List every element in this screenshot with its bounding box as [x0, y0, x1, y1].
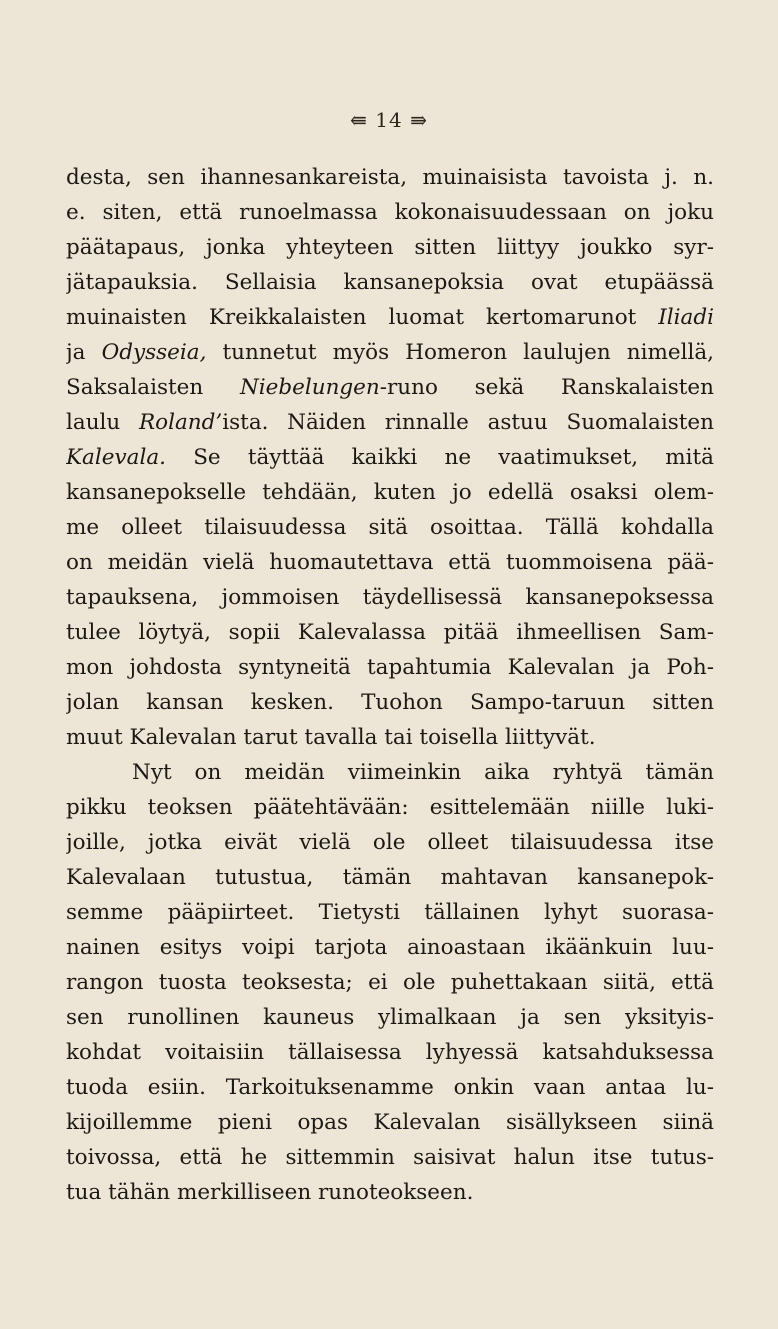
text-segment: tulee löytyä, sopii Kalevalassa pitää ihmeellisen Sam- [66, 620, 714, 645]
text-line [66, 650, 714, 685]
text-line [66, 755, 714, 790]
text-segment: desta, sen ihannesankareista, muinaisista tavoista j. n. [66, 165, 714, 190]
text-line [66, 1105, 714, 1140]
text-line [66, 1035, 714, 1070]
text-segment: Se täyttää kaikki ne vaatimukset, mitä [165, 445, 714, 470]
text-segment: toivossa, että he sittemmin saisivat halun itse tutus- [66, 1145, 714, 1170]
text-segment: sen runollinen kauneus ylimalkaan ja sen yksityis- [66, 1005, 714, 1030]
text-segment: laulu [66, 410, 139, 435]
text-line [66, 510, 714, 545]
italic-text: Iliadi [658, 305, 714, 330]
text-segment: kansanepokselle tehdään, kuten jo edellä osaksi olem- [66, 480, 714, 505]
page-number: ⇚ 14 ⇛ [350, 108, 428, 132]
text-line [66, 720, 714, 755]
text-line [66, 265, 714, 300]
text-line [66, 965, 714, 1000]
text-segment: ista. Näiden rinnalle astuu Suomalaisten [222, 410, 714, 435]
italic-text: Odysseia, [101, 340, 207, 365]
text-line [66, 580, 714, 615]
paragraph [66, 160, 714, 755]
paragraph [66, 755, 714, 1210]
text-line [66, 545, 714, 580]
text-line [66, 615, 714, 650]
text-segment: Nyt on meidän viimeinkin aika ryhtyä tämän [132, 760, 714, 785]
text-segment: rangon tuosta teoksesta; ei ole puhettakaan siitä, että [66, 970, 714, 995]
text-segment: tapauksena, jommoisen täydellisessä kansanepoksessa [66, 585, 714, 610]
text-segment: Saksalaisten [66, 375, 240, 400]
italic-text: Roland’ [138, 410, 223, 435]
text-segment: jolan kansan kesken. Tuohon Sampo-taruun sitten [66, 690, 714, 715]
text-line [66, 895, 714, 930]
text-segment: nainen esitys voipi tarjota ainoastaan ikäänkuin luu- [66, 935, 714, 960]
text-segment: tuoda esiin. Tarkoituksenamme onkin vaan antaa lu- [66, 1075, 714, 1100]
body-text [66, 160, 714, 1210]
text-segment: joille, jotka eivät vielä ole olleet tilaisuudessa itse [66, 830, 714, 855]
text-line [66, 475, 714, 510]
text-line [66, 860, 714, 895]
text-line [66, 825, 714, 860]
text-segment: tua tähän merkilliseen runoteokseen. [66, 1180, 474, 1205]
text-line [66, 160, 714, 195]
text-line [66, 405, 714, 440]
text-segment: tunnetut myös Homeron laulujen nimellä, [206, 340, 714, 365]
text-line [66, 1140, 714, 1175]
text-segment: on meidän vielä huomautettava että tuommoisena pää- [66, 550, 714, 575]
text-segment: mon johdosta syntyneitä tapahtumia Kalevalan ja Poh- [66, 655, 714, 680]
text-line [66, 685, 714, 720]
text-line [66, 930, 714, 965]
italic-text: Kalevala. [66, 445, 166, 470]
text-segment: -runo sekä Ranskalaisten [379, 375, 714, 400]
text-segment: e. siten, että runoelmassa kokonaisuudessaan on joku [66, 200, 714, 225]
text-segment: muut Kalevalan tarut tavalla tai toisella liittyvät. [66, 725, 596, 750]
text-segment: kijoillemme pieni opas Kalevalan sisällykseen siinä [66, 1110, 714, 1135]
text-line [66, 1000, 714, 1035]
text-segment: semme pääpiirteet. Tietysti tällainen lyhyt suorasa- [66, 900, 714, 925]
text-segment: kohdat voitaisiin tällaisessa lyhyessä katsahduksessa [66, 1040, 714, 1065]
text-line [66, 440, 714, 475]
text-line [66, 195, 714, 230]
text-segment: pikku teoksen päätehtävään: esittelemään niille luki- [66, 795, 714, 820]
text-segment: ja [66, 340, 102, 365]
text-segment: Kalevalaan tutustua, tämän mahtavan kansanepok- [66, 865, 714, 890]
italic-text: Niebelungen [239, 375, 380, 400]
text-line [66, 335, 714, 370]
text-line [66, 1070, 714, 1105]
text-line [66, 1175, 714, 1210]
text-line [66, 230, 714, 265]
text-line [66, 300, 714, 335]
text-segment: me olleet tilaisuudessa sitä osoittaa. Tällä kohdalla [66, 515, 714, 540]
text-segment: päätapaus, jonka yhteyteen sitten liittyy joukko syr- [66, 235, 714, 260]
text-line [66, 370, 714, 405]
text-segment: muinaisten Kreikkalaisten luomat kertomarunot [66, 305, 659, 330]
text-segment: jätapauksia. Sellaisia kansanepoksia ovat etupäässä [66, 270, 714, 295]
text-line [66, 790, 714, 825]
